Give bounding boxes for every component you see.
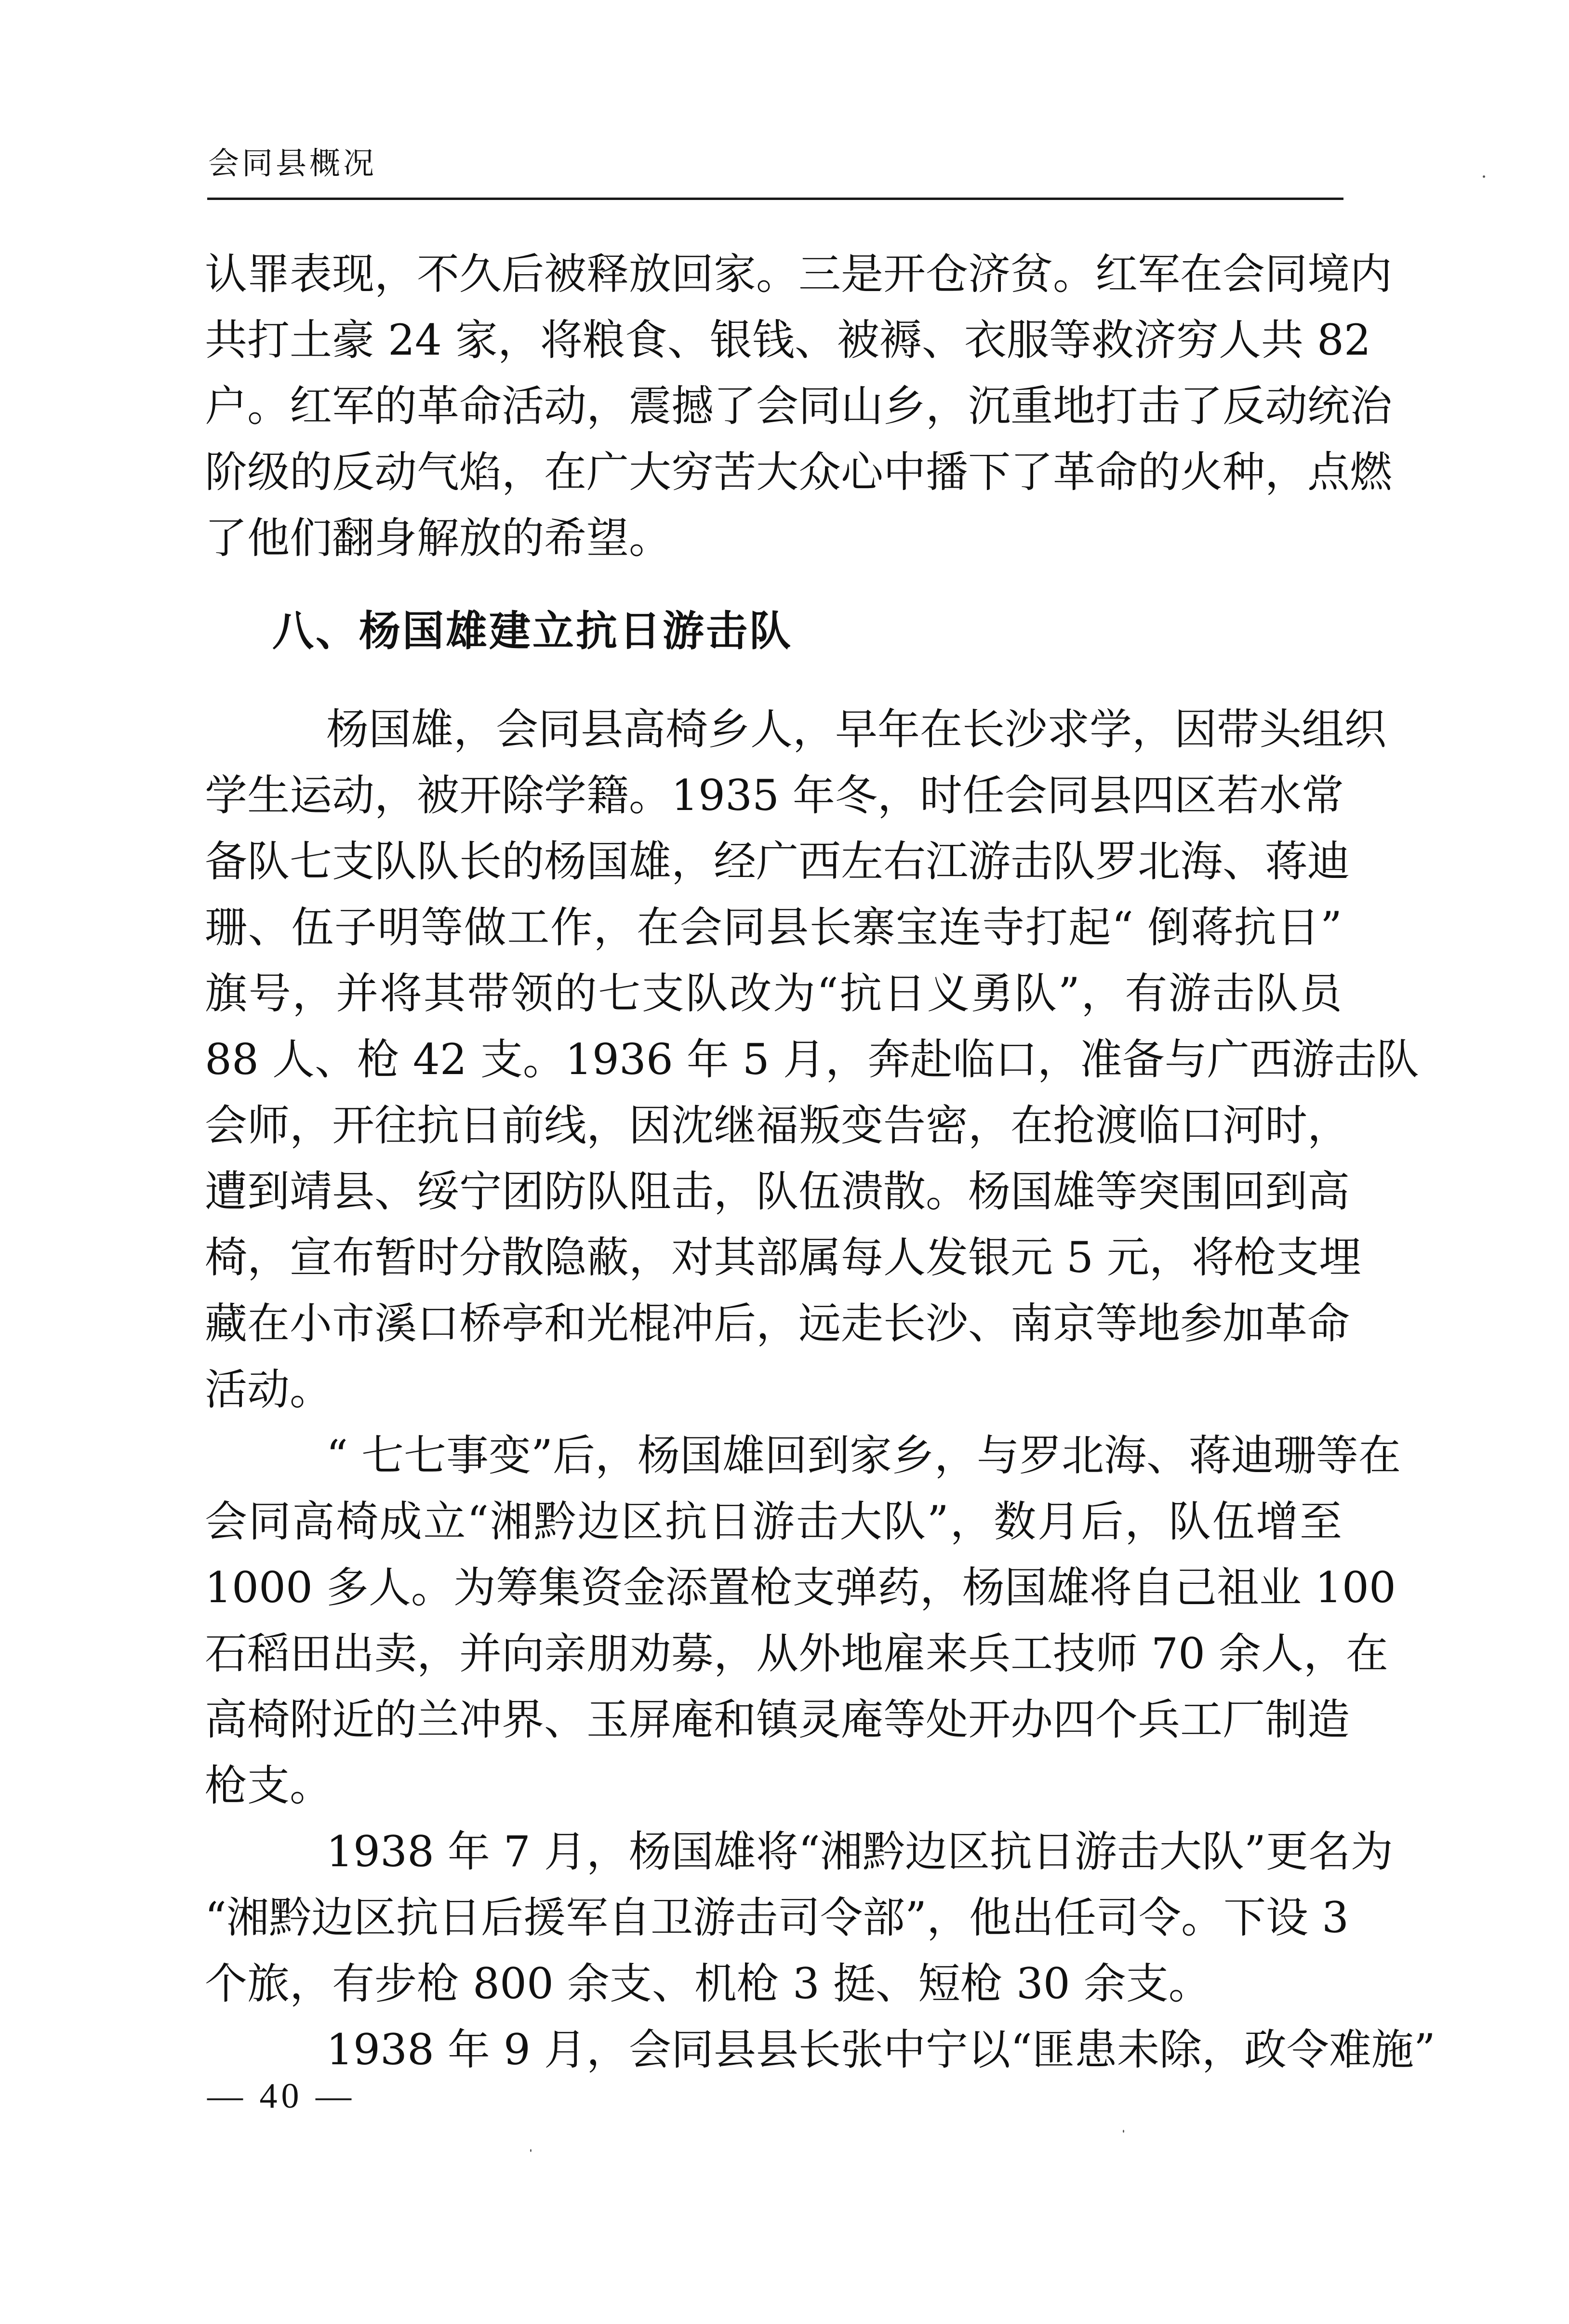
text-line: 了他们翻身解放的希望。: [205, 513, 672, 563]
running-head: 会同县概况: [208, 146, 377, 182]
text-line: 高椅附近的兰冲界、玉屏庵和镇灵庵等处开办四个兵工厂制造: [205, 1695, 1350, 1744]
text-line: 藏在小市溪口桥亭和光棍冲后，远走长沙、南京等地参加革命: [205, 1299, 1350, 1348]
paragraph: [205, 696, 1419, 1422]
text-line: 椅，宣布暂时分散隐蔽，对其部属每人发银元 5 元，将枪支埋: [205, 1233, 1361, 1282]
text-line: “湘黔边区抗日后援军自卫游击司令部”，他出任司令。下设 3: [205, 1893, 1349, 1942]
section-heading: 八、杨国雄建立抗日游击队: [272, 607, 793, 655]
text-line: 户。红军的革命活动，震撼了会同山乡，沉重地打击了反动统治: [205, 381, 1393, 431]
text-line: 枪支。: [205, 1761, 332, 1810]
header-rule: [207, 198, 1343, 200]
text-line: 旗号，并将其带领的七支队改为“抗日义勇队”，有游击队员: [205, 969, 1342, 1018]
text-line: 1000 多人。为筹集资金添置枪支弹药，杨国雄将自己祖业 100: [205, 1563, 1396, 1612]
text-line: “ 七七事变”后，杨国雄回到家乡，与罗北海、蒋迪珊等在: [326, 1431, 1401, 1480]
text-line: 个旅，有步枪 800 余支、机枪 3 挺、短枪 30 余支。: [205, 1959, 1211, 2008]
text-line: 会师，开往抗日前线，因沈继福叛变告密，在抢渡临口河时，: [205, 1101, 1350, 1150]
continuation-paragraph: [205, 241, 1393, 571]
spacer: [205, 677, 1342, 696]
text-line: 共打土豪 24 家，将粮食、银钱、被褥、衣服等救济穷人共 82: [205, 315, 1371, 365]
paragraph: [205, 1819, 1393, 2017]
text-line: 遭到靖县、绥宁团防队阻击，队伍溃散。杨国雄等突围回到高: [205, 1167, 1350, 1216]
text-line: 88 人、枪 42 支。1936 年 5 月，奔赴临口，准备与广西游击队: [205, 1035, 1419, 1084]
text-line: 1938 年 9 月，会同县县长张中宁以“匪患未除，政令难施”: [326, 2025, 1436, 2074]
paragraph: [205, 1422, 1401, 1819]
text-line: 活动。: [205, 1365, 332, 1414]
page-number: — 40 —: [207, 2076, 355, 2116]
paragraph: [205, 2017, 1436, 2083]
text-line: 会同高椅成立“湘黔边区抗日游击大队”，数月后，队伍增至: [205, 1497, 1342, 1546]
text-line: 1938 年 7 月，杨国雄将“湘黔边区抗日游击大队”更名为: [326, 1827, 1393, 1876]
text-line: 认罪表现，不久后被释放回家。三是开仓济贫。红军在会同境内: [205, 249, 1393, 299]
text-line: 阶级的反动气焰，在广大穷苦大众心中播下了革命的火种，点燃: [205, 447, 1393, 497]
text-line: 备队七支队队长的杨国雄，经广西左右江游击队罗北海、蒋迪: [205, 837, 1350, 886]
text-line: 石稻田出卖，并向亲朋劝募，从外地雇来兵工技师 70 余人，在: [205, 1629, 1388, 1678]
body-text: [205, 241, 1436, 2083]
scan-speck: [530, 2149, 532, 2152]
text-line: 杨国雄，会同县高椅乡人，早年在长沙求学，因带头组织: [326, 704, 1387, 754]
scan-speck: [1483, 175, 1485, 178]
spacer: [205, 571, 1342, 590]
text-line: 学生运动，被开除学籍。1935 年冬，时任会同县四区若水常: [205, 770, 1344, 820]
scan-speck: [1123, 2130, 1124, 2133]
text-line: 珊、伍子明等做工作，在会同县长寨宝连寺打起“ 倒蒋抗日”: [205, 903, 1342, 952]
